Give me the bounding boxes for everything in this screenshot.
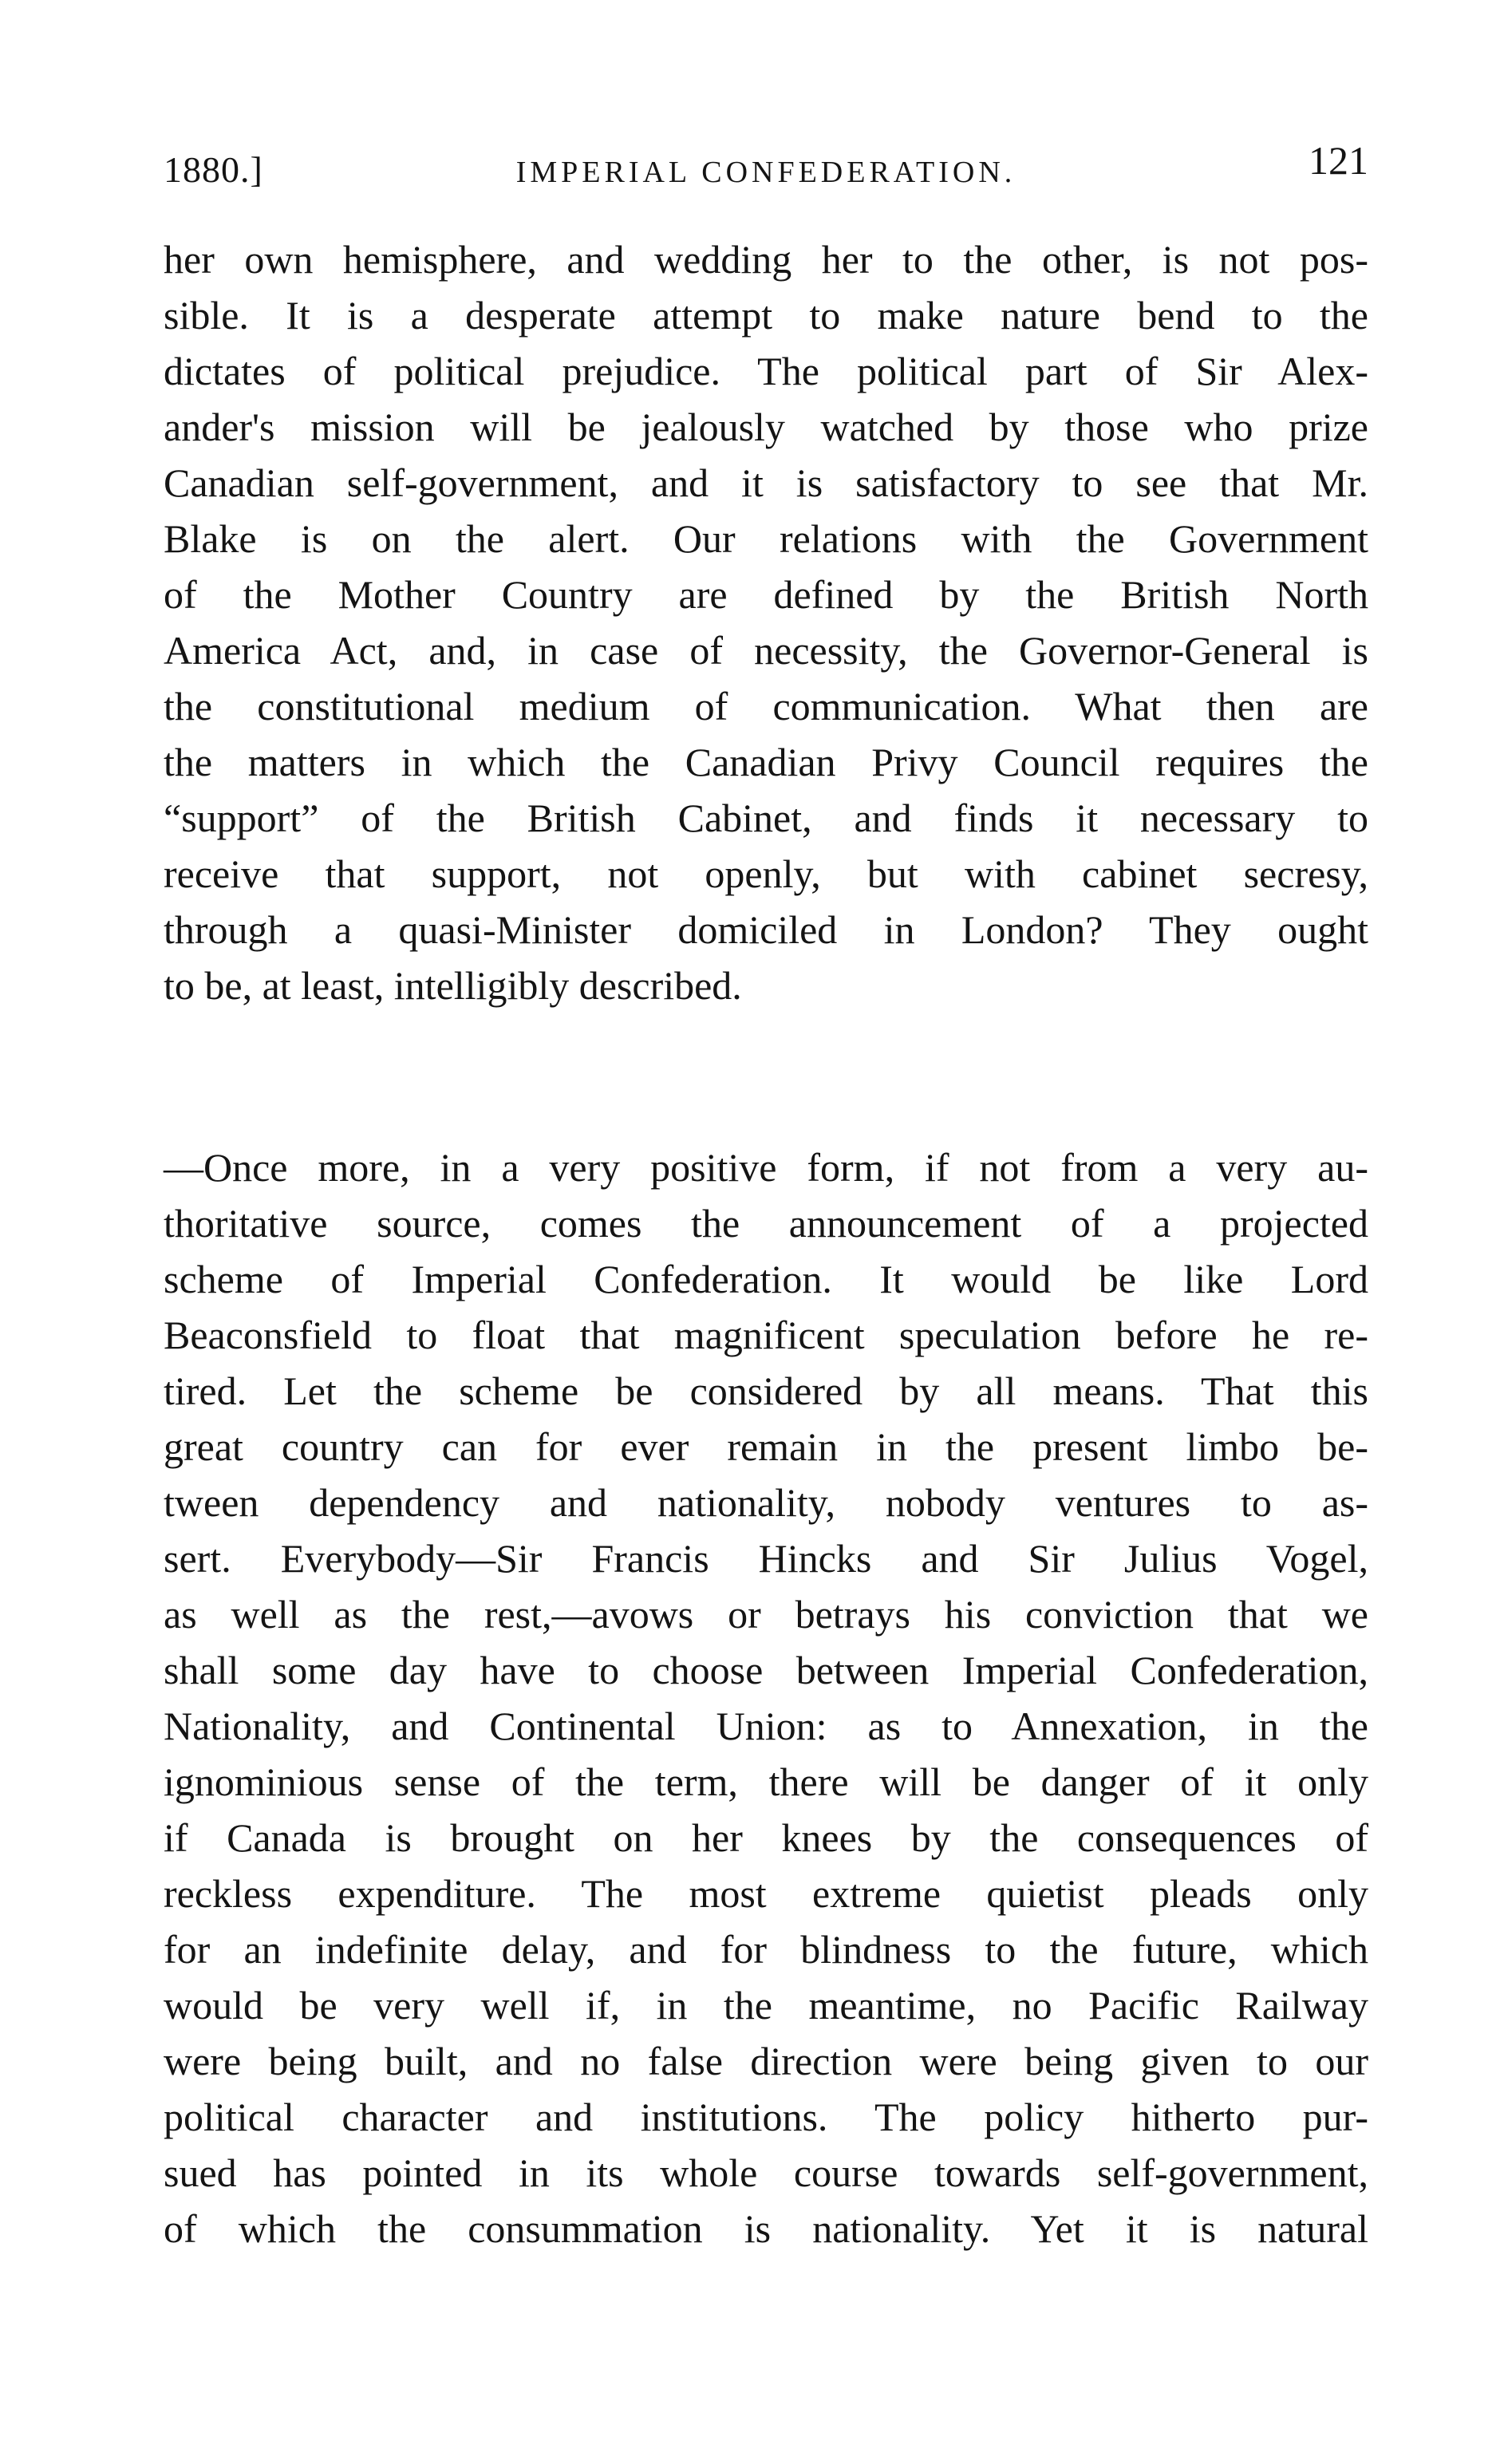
text-line: ignominious sense of the term, there will be danger of it only (164, 1759, 1368, 1804)
text-line: if Canada is brought on her knees by the consequences of (164, 1815, 1368, 1860)
text-line: great country can for ever remain in the present limbo be- (164, 1424, 1368, 1469)
text-line: tween dependency and nationality, nobody ventures to as- (164, 1480, 1368, 1525)
text-line: would be very well if, in the meantime, no Pacific Railway (164, 1983, 1368, 2028)
text-line: the constitutional medium of communication. What then are (164, 684, 1368, 729)
page-number: 121 (1309, 138, 1368, 183)
text-line: to be, at least, intelligibly described. (164, 963, 742, 1008)
text-line: Beaconsfield to float that magnificent speculation before he re- (164, 1313, 1368, 1357)
text-line: her own hemisphere, and wedding her to the other, is not pos- (164, 237, 1368, 282)
running-head-title: IMPERIAL CONFEDERATION. (515, 156, 1016, 189)
text-line: receive that support, not openly, but with cabinet secresy, (164, 851, 1368, 896)
running-head-year: 1880.] (164, 149, 263, 190)
running-head (164, 138, 1368, 204)
text-line: of which the consummation is nationality. Yet it is natural (164, 2206, 1368, 2251)
text-line: ander's mission will be jealously watched by those who prize (164, 405, 1368, 449)
text-line: shall some day have to choose between Imperial Confederation, (164, 1648, 1368, 1692)
text-line: reckless expenditure. The most extreme quietist pleads only (164, 1871, 1368, 1916)
text-line: Nationality, and Continental Union: as to Annexation, in the (164, 1704, 1368, 1748)
text-line: America Act, and, in case of necessity, the Governor-General is (164, 628, 1368, 673)
text-line: sued has pointed in its whole course towards self-government, (164, 2150, 1368, 2195)
text-line: sert. Everybody—Sir Francis Hincks and Sir Julius Vogel, (164, 1536, 1368, 1581)
text-line: political character and institutions. The policy hitherto pur- (164, 2095, 1368, 2139)
text-line: dictates of political prejudice. The political part of Sir Alex- (164, 349, 1368, 393)
text-line: of the Mother Country are defined by the British North (164, 572, 1368, 617)
text-line: —Once more, in a very positive form, if not from a very au- (164, 1145, 1368, 1190)
text-line: Blake is on the alert. Our relations with the Government (164, 516, 1368, 561)
text-line: tired. Let the scheme be considered by all means. That this (164, 1368, 1368, 1413)
text-line: thoritative source, comes the announcement of a projected (164, 1201, 1368, 1246)
text-line: as well as the rest,—avows or betrays his conviction that we (164, 1592, 1368, 1637)
paragraph-2 (164, 1139, 1368, 2257)
text-line: for an indefinite delay, and for blindness to the future, which (164, 1927, 1368, 1972)
text-line: scheme of Imperial Confederation. It would be like Lord (164, 1257, 1368, 1301)
text-line: were being built, and no false direction were being given to our (164, 2039, 1368, 2083)
text-line: the matters in which the Canadian Privy Council requires the (164, 740, 1368, 784)
text-line: Canadian self-government, and it is satisfactory to see that Mr. (164, 460, 1368, 505)
paragraph-1 (164, 231, 1368, 1013)
text-line: “support” of the British Cabinet, and finds it necessary to (164, 796, 1368, 840)
text-line: sible. It is a desperate attempt to make nature bend to the (164, 293, 1368, 338)
text-line: through a quasi-Minister domiciled in London? They ought (164, 907, 1368, 952)
